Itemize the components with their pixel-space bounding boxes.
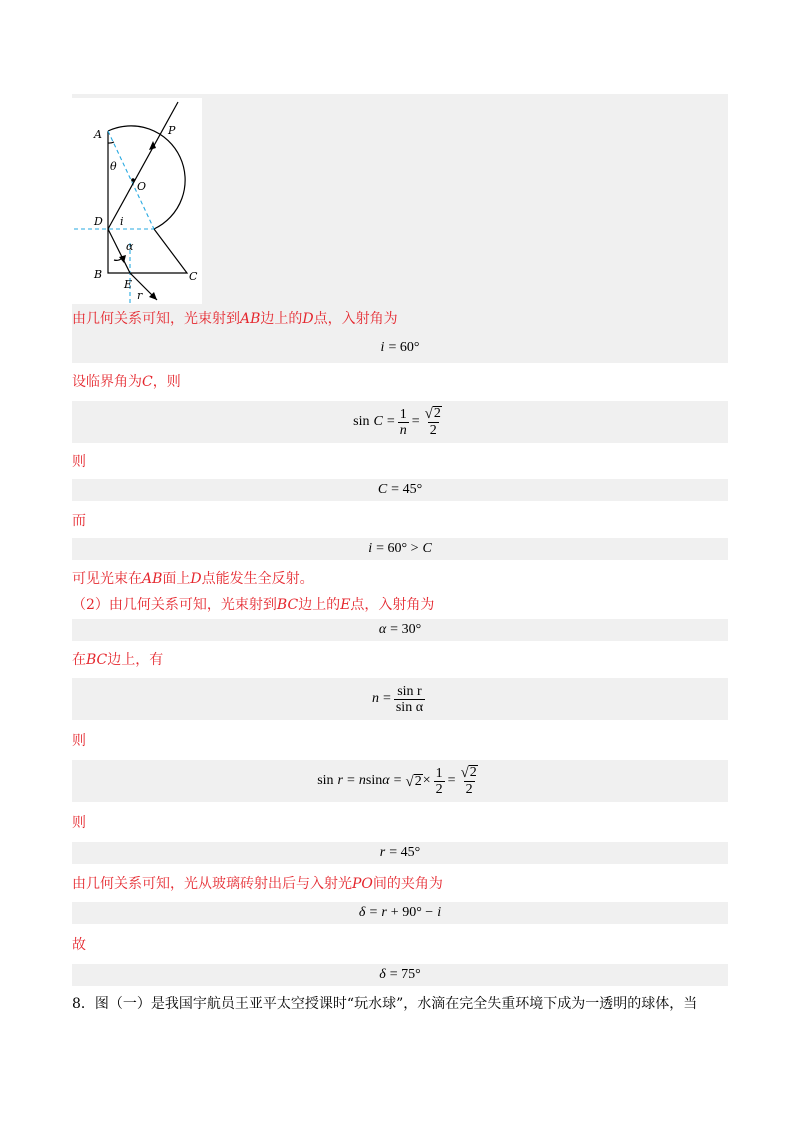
math: sin: [317, 773, 334, 788]
math: δ: [358, 905, 366, 920]
text: C: [142, 374, 153, 390]
answer-line: [72, 590, 728, 619]
answer-line: [72, 443, 728, 479]
text: PO: [352, 876, 373, 892]
fraction: [434, 766, 445, 797]
incident-ray: [108, 102, 178, 229]
math: = 45°: [391, 482, 423, 497]
math: C: [377, 482, 388, 497]
math: r: [337, 773, 343, 788]
math: =: [347, 773, 355, 788]
answer-line: [72, 802, 728, 842]
text: 由几何关系可知，光束射到: [72, 311, 240, 327]
label-d: D: [94, 215, 103, 228]
equation: [72, 479, 728, 501]
math: 1: [435, 765, 443, 781]
math: i: [437, 905, 442, 920]
math: 2: [429, 423, 437, 438]
label-c: C: [189, 270, 198, 283]
math: r: [379, 845, 386, 860]
math: 2: [465, 782, 473, 797]
fraction: [394, 684, 425, 715]
text: 而: [72, 513, 86, 529]
text: D: [190, 571, 202, 587]
text: BC: [86, 652, 108, 668]
text: 点，入射角为: [313, 311, 398, 327]
math: n: [358, 773, 366, 788]
optics-figure: [72, 98, 202, 304]
prism-diagram-svg: [72, 98, 202, 304]
solution-content: [72, 94, 728, 1014]
text: E: [340, 597, 351, 613]
fraction: [398, 407, 409, 438]
prism-outline: [108, 126, 187, 273]
math: sin α: [395, 699, 424, 715]
equation: [72, 538, 728, 560]
label-e: E: [124, 278, 133, 291]
math: =: [411, 414, 420, 429]
math: C: [373, 414, 383, 429]
math: δ: [379, 967, 386, 982]
math: i: [380, 340, 385, 355]
label-r: r: [137, 289, 143, 302]
text: 点能发生全反射。: [201, 571, 314, 587]
math: = 75°: [389, 967, 421, 982]
math: =: [369, 905, 378, 920]
text: BC: [276, 597, 299, 613]
math: sin: [365, 773, 383, 788]
equation: [72, 619, 728, 641]
answer-line: [72, 641, 728, 678]
theta-arc: [108, 142, 114, 143]
math: =: [382, 691, 391, 706]
question-text: 8．图（一）是我国宇航员王亚平太空授课时“玩水球”，水滴在完全失重环境下成为一透明的球体，当: [72, 996, 698, 1012]
equation: [72, 678, 728, 720]
math: 2: [469, 765, 477, 780]
math: ×: [422, 773, 431, 788]
text: 则: [72, 815, 86, 831]
text: 在: [72, 652, 86, 668]
math: sin: [353, 414, 370, 429]
math: 2: [414, 773, 422, 789]
text: 则: [72, 733, 86, 749]
question-8-line: [72, 986, 728, 1014]
arrow-incident: [149, 141, 156, 150]
math: 1: [399, 406, 407, 422]
math: α: [382, 773, 390, 788]
dashed-diagonal: [108, 131, 154, 229]
answer-line: [72, 304, 728, 333]
text: 设临界角为: [72, 374, 142, 390]
math: n: [371, 691, 379, 706]
answer-line: [72, 720, 728, 760]
text: 边上的: [298, 597, 341, 613]
answer-line: [72, 924, 728, 964]
math: α: [378, 622, 387, 637]
label-i: i: [120, 215, 124, 228]
text: 面上: [162, 571, 191, 587]
math: r: [381, 905, 387, 920]
label-a: A: [94, 128, 102, 141]
answer-line: [72, 864, 728, 902]
text: 边上，有: [107, 652, 164, 668]
text: 边上的: [260, 311, 303, 327]
math: sin r: [397, 683, 422, 699]
text: ，则: [152, 374, 181, 390]
math: 2: [433, 406, 441, 421]
math: + 90° −: [390, 905, 434, 920]
math: i: [368, 541, 373, 556]
equation: [72, 842, 728, 864]
math: = 30°: [390, 622, 422, 637]
text: 可见光束在: [72, 571, 142, 587]
text: 则: [72, 454, 86, 470]
text: （2）由几何关系可知，光束射到: [72, 597, 277, 613]
answer-line: [72, 560, 728, 590]
label-p: P: [168, 124, 176, 137]
math: =: [393, 773, 402, 788]
text: 间的夹角为: [372, 876, 443, 892]
text: 点，入射角为: [350, 597, 435, 613]
math: =: [386, 414, 395, 429]
answer-line: [72, 501, 728, 538]
equation: [72, 333, 728, 363]
math: = 60°: [388, 340, 420, 355]
equation: [72, 401, 728, 443]
label-o: O: [137, 180, 147, 193]
center-point-o: [131, 178, 135, 182]
answer-line: [72, 363, 728, 401]
text: D: [302, 311, 314, 327]
label-theta: θ: [110, 160, 117, 173]
label-b: B: [94, 268, 103, 281]
fraction: √ 2 2: [460, 765, 477, 797]
equation: [72, 964, 728, 986]
math: n: [399, 422, 407, 438]
text: AB: [142, 571, 163, 587]
math: = 60° >: [376, 541, 419, 556]
equation: [72, 760, 728, 802]
text: 故: [72, 937, 86, 953]
label-alpha: α: [126, 240, 134, 253]
math: =: [447, 773, 456, 788]
text: 由几何关系可知，光从玻璃砖射出后与入射光: [72, 876, 352, 892]
sqrt: √ 2: [405, 773, 422, 790]
figure-band: [72, 94, 728, 304]
fraction: √ 2 2: [424, 406, 441, 438]
math: 2: [435, 781, 443, 797]
equation: [72, 902, 728, 924]
math: = 45°: [389, 845, 421, 860]
text: AB: [240, 311, 261, 327]
math: C: [422, 541, 432, 556]
